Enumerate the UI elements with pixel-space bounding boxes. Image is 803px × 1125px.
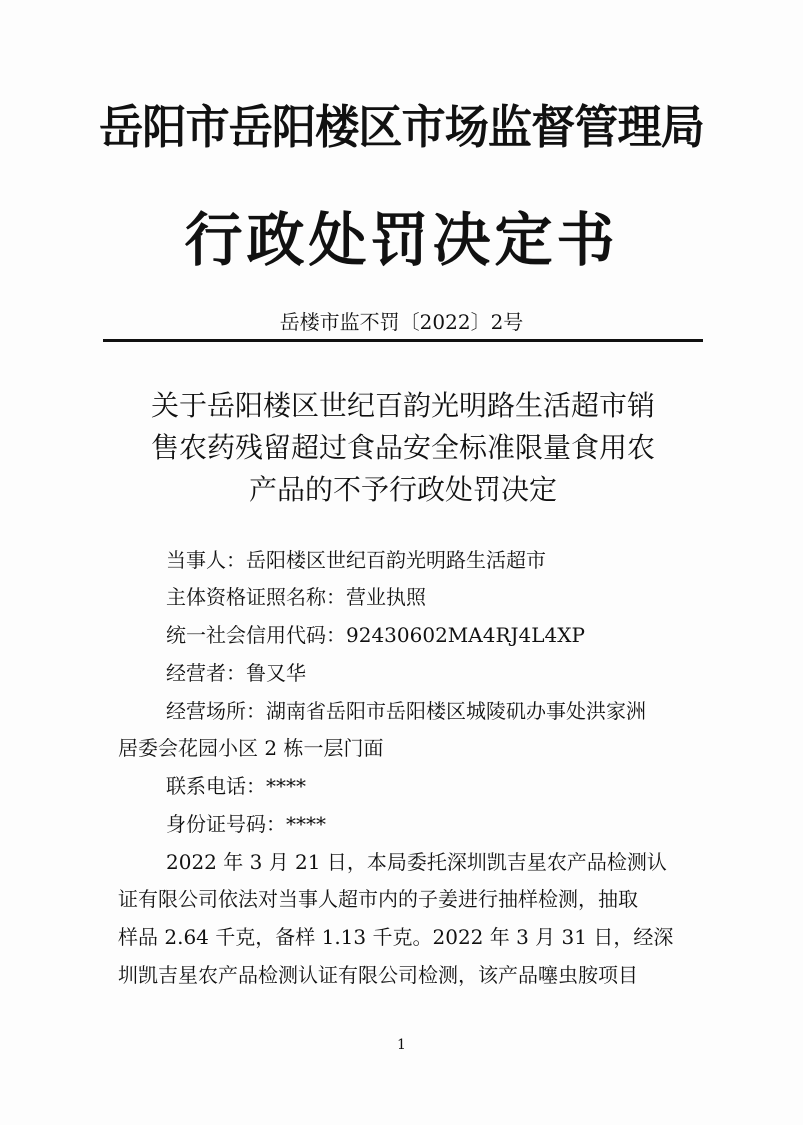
business-address-continued: 居委会花园小区 2 栋一层门面 <box>118 736 384 760</box>
party-name: 当事人：岳阳楼区世纪百韵光明路生活超市 <box>166 548 546 572</box>
subject-heading <box>118 385 688 511</box>
page-number: 1 <box>397 1037 406 1053</box>
contact-phone: 联系电话：**** <box>166 774 306 798</box>
document-title: 行政处罚决定书 <box>184 206 619 274</box>
facts-paragraph-line: 2022 年 3 月 21 日，本局委托深圳凯吉星农产品检测认 <box>166 850 667 874</box>
credit-code: 统一社会信用代码：92430602MA4RJ4L4XP <box>166 623 585 647</box>
header-divider <box>103 339 703 342</box>
subject-line: 产品的不予行政处罚决定 <box>248 473 557 506</box>
id-number: 身份证号码：**** <box>166 812 326 836</box>
facts-paragraph-line: 样品 2.64 千克，备样 1.13 千克。2022 年 3 月 31 日，经深 <box>118 925 674 949</box>
license-type: 主体资格证照名称：营业执照 <box>166 585 426 609</box>
business-address: 经营场所：湖南省岳阳市岳阳楼区城陵矶办事处洪家洲 <box>166 699 646 723</box>
subject-line: 关于岳阳楼区世纪百韵光明路生活超市销 <box>150 389 655 422</box>
agency-name: 岳阳市岳阳楼区市场监督管理局 <box>99 100 704 154</box>
subject-line: 售农药残留超过食品安全标准限量食用农 <box>150 431 655 464</box>
facts-paragraph-line: 证有限公司依法对当事人超市内的子姜进行抽样检测，抽取 <box>118 887 638 911</box>
operator: 经营者：鲁又华 <box>166 661 306 685</box>
facts-paragraph-line: 圳凯吉星农产品检测认证有限公司检测，该产品噻虫胺项目 <box>118 963 638 987</box>
document-number: 岳楼市监不罚〔2022〕2号 <box>279 310 524 334</box>
